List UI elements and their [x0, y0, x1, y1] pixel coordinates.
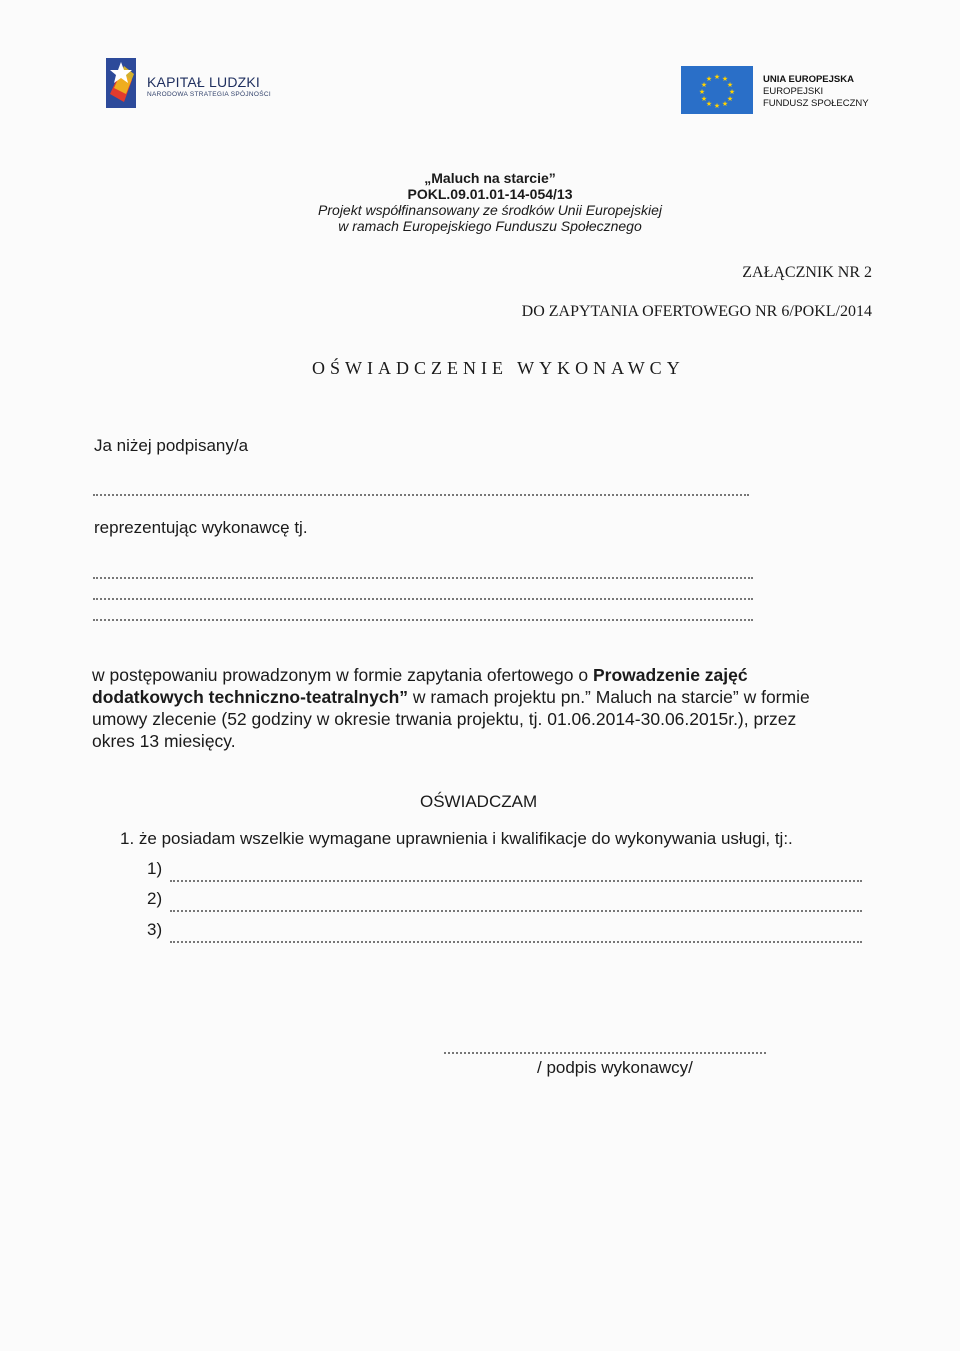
para-text-1: w postępowaniu prowadzonym w formie zapytania ofertowego o — [92, 665, 593, 685]
svg-text:★: ★ — [713, 73, 721, 81]
project-name: „Maluch na starcie” — [424, 170, 556, 186]
svg-text:★: ★ — [721, 100, 729, 108]
qualification-2-label: 2) — [147, 889, 163, 908]
qualification-3-label: 3) — [147, 920, 163, 939]
signatory-label: Ja niżej podpisany/a — [94, 436, 249, 455]
contractor-field-line3[interactable] — [93, 619, 753, 621]
procedure-paragraph — [92, 664, 832, 752]
document-title: OŚWIADCZENIE WYKONAWCY — [312, 358, 685, 378]
eu-line1: UNIA EUROPEJSKA — [763, 74, 854, 85]
svg-text:★: ★ — [700, 81, 708, 89]
signatory-name-field[interactable] — [93, 494, 749, 496]
signature-field[interactable] — [444, 1052, 766, 1054]
qualification-3-field[interactable] — [170, 941, 862, 943]
para-bold-subject: Prowadzenie zajęć dodatkowych techniczno-teatralnych” — [92, 665, 748, 707]
svg-text:★: ★ — [713, 102, 721, 110]
cofinancing-line1: Projekt współfinansowany ze środków Unii Europejskiej — [318, 202, 662, 218]
kapital-ludzki-logo-icon — [106, 58, 136, 108]
svg-text:★: ★ — [721, 75, 729, 83]
svg-text:★: ★ — [698, 88, 706, 96]
contractor-field-line2[interactable] — [93, 598, 753, 600]
declare-heading: OŚWIADCZAM — [420, 792, 538, 811]
svg-text:★: ★ — [726, 81, 734, 89]
eu-wordmark — [763, 74, 869, 110]
svg-text:★: ★ — [705, 75, 713, 83]
inquiry-reference: DO ZAPYTANIA OFERTOWEGO NR 6/POKL/2014 — [521, 303, 872, 320]
qualification-1-field[interactable] — [170, 880, 862, 882]
svg-text:★: ★ — [726, 95, 734, 103]
attachment-number: ZAŁĄCZNIK NR 2 — [742, 264, 872, 281]
kl-title: KAPITAŁ LUDZKI — [147, 74, 261, 90]
eu-flag-icon — [681, 66, 753, 114]
svg-text:★: ★ — [700, 95, 708, 103]
project-code: POKL.09.01.01-14-054/13 — [407, 186, 573, 202]
eu-line2: EUROPEJSKI — [763, 86, 824, 97]
para-text-2: w ramach projektu pn.” Maluch na starcie” w formie umowy zlecenie (52 godziny w okresie trwania projektu, tj. 01.06.2014-30.06.2015r.), przez okres 13 miesięcy. — [92, 687, 810, 751]
svg-text:★: ★ — [705, 100, 713, 108]
kl-subtitle: NARODOWA STRATEGIA SPÓJNOŚCI — [147, 91, 271, 98]
signature-label: / podpis wykonawcy/ — [537, 1058, 693, 1077]
eu-line3: FUNDUSZ SPOŁECZNY — [763, 98, 869, 109]
declaration-item-1: 1. że posiadam wszelkie wymagane uprawnienia i kwalifikacje do wykonywania usługi, tj:. — [120, 829, 793, 848]
kapital-ludzki-wordmark — [147, 74, 271, 98]
qualification-1-label: 1) — [147, 859, 163, 878]
project-block — [300, 170, 680, 234]
cofinancing-line2: w ramach Europejskiego Funduszu Społecznego — [338, 218, 642, 234]
qualification-2-field[interactable] — [170, 910, 862, 912]
svg-text:★: ★ — [728, 88, 736, 96]
representing-label: reprezentując wykonawcę tj. — [94, 518, 308, 537]
contractor-field-line1[interactable] — [93, 577, 753, 579]
